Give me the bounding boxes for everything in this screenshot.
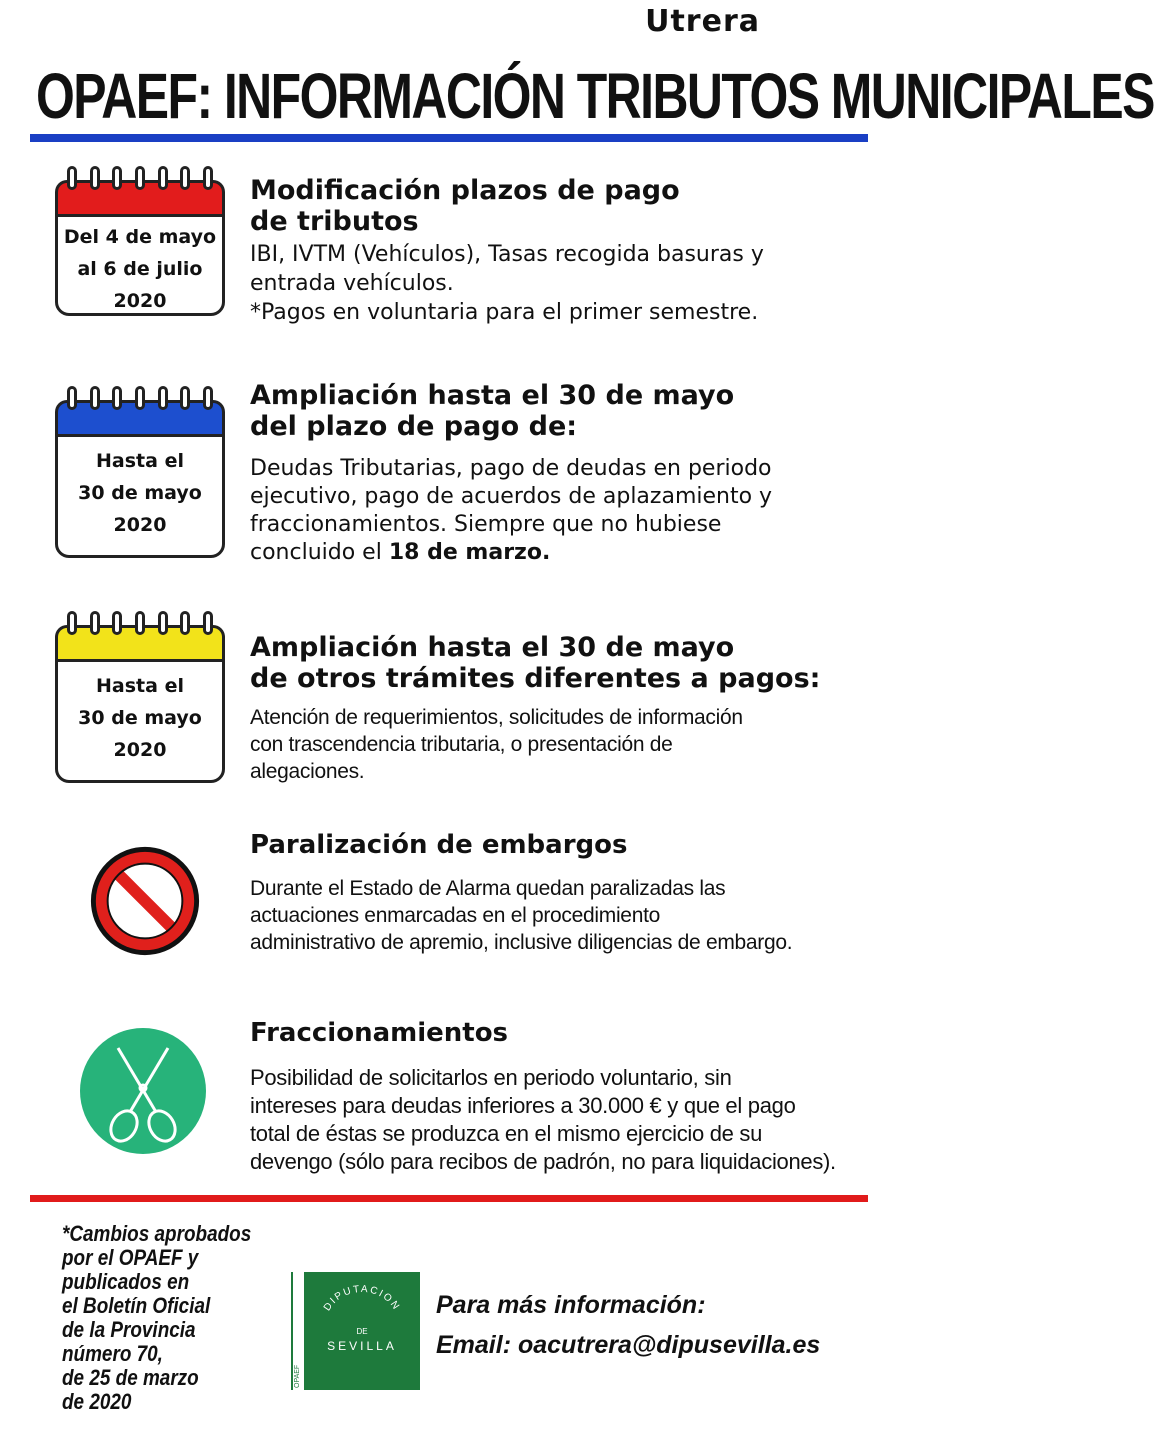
calendar-icon-yellow [55,625,225,783]
logo-middle-text: DE [356,1327,368,1336]
section-body: Deudas Tributarias, pago de deudas en periodo ejecutivo, pago de acuerdos de aplazamiento y fraccionamientos. Siempre que no hubiese concluido el 18 de marzo. [250,456,773,565]
calendar-line: Hasta el [96,675,184,697]
section-heading: Paralización de embargos [250,830,628,860]
diputacion-sevilla-logo [290,1272,420,1390]
calendar-line: Hasta el [96,450,184,472]
section-body: IBI, IVTM (Vehículos), Tasas recogida basuras y entrada vehículos. *Pagos en voluntaria para el primer semestre. [250,242,764,325]
calendar-line: 2020 [113,739,167,761]
logo-bottom-text: SEVILLA [327,1339,397,1353]
calendar-line: 2020 [113,514,167,536]
more-info-label: Para más información: [436,1291,706,1319]
section-body: Atención de requerimientos, solicitudes de información con trascendencia tributaria, o presentación de alegaciones. [250,706,743,783]
town-name: Utrera [645,4,760,39]
no-entry-icon [86,842,204,960]
scissors-icon [78,1026,208,1156]
calendar-line: al 6 de julio [77,258,203,280]
logo-side-text: OPAEF [294,1364,301,1388]
section-heading: Modificación plazos de pago de tributos [250,175,680,237]
calendar-icon-red [55,180,225,316]
calendar-line: 30 de mayo [78,482,202,504]
section-body: Durante el Estado de Alarma quedan paralizadas las actuaciones enmarcadas en el procedimiento administrativo de apremio, inclusive diligencias de embargo. [250,877,793,954]
section-heading: Ampliación hasta el 30 de mayo del plazo de pago de: [250,380,735,442]
page-title: OPAEF: INFORMACIÓN TRIBUTOS MUNICIPALES [36,60,1154,132]
calendar-line: Del 4 de mayo [63,226,217,248]
footnote: *Cambios aprobados por el OPAEF y publicados en el Boletín Oficial de la Provincia número 70, de 25 de marzo de 2020 [62,1221,252,1414]
title-divider [30,134,868,142]
section-heading: Ampliación hasta el 30 de mayo de otros trámites diferentes a pagos: [250,632,821,694]
footer-divider [30,1195,868,1202]
contact-info [436,1285,820,1365]
logo-top-text: DIPUTACION [321,1283,403,1314]
section-heading: Fraccionamientos [250,1018,509,1048]
calendar-line: 2020 [113,290,167,312]
email-link[interactable]: Email: oacutrera@dipusevilla.es [436,1331,821,1359]
calendar-icon-blue [55,400,225,558]
section-body: Posibilidad de solicitarlos en periodo voluntario, sin intereses para deudas inferiores a 30.000 € y que el pago total de éstas se produzca en el mismo ejercicio de su devengo (sólo para recibos de padrón, no para liquidaciones). [250,1065,836,1174]
calendar-line: 30 de mayo [78,707,202,729]
